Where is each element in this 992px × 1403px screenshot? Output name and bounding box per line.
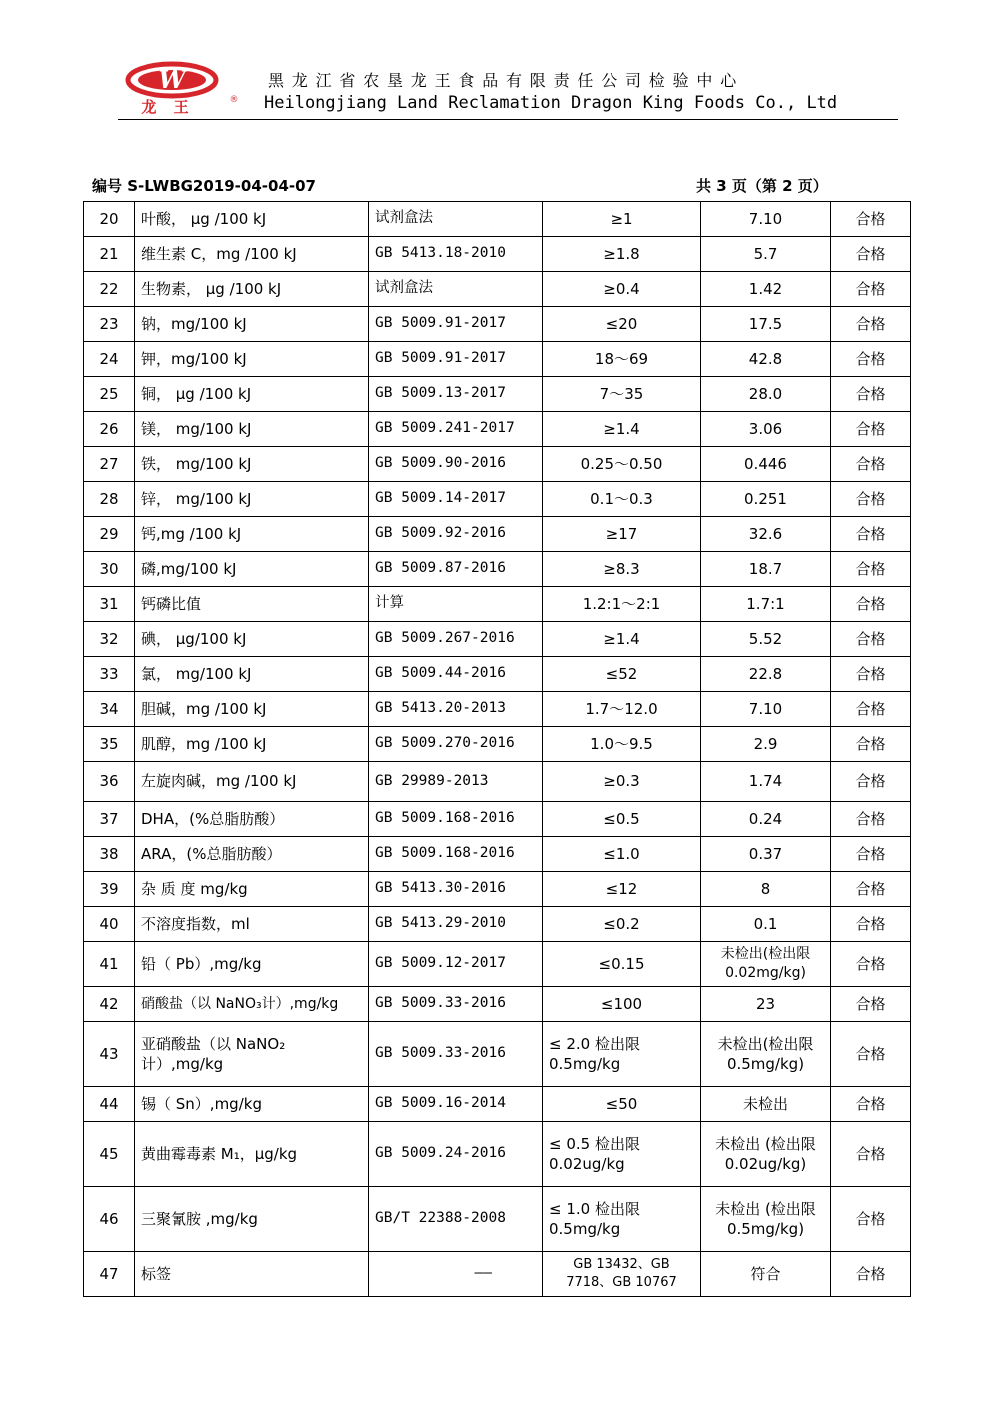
row-limit: ≤ 0.5 检出限 0.02ug/kg <box>543 1122 701 1187</box>
row-limit: ≥8.3 <box>543 552 701 587</box>
table-row <box>84 837 911 872</box>
row-result: 7.10 <box>701 692 831 727</box>
row-limit: ≥1.4 <box>543 622 701 657</box>
row-verdict: 合格 <box>831 622 911 657</box>
row-result: 5.52 <box>701 622 831 657</box>
row-item: 肌醇，mg /100 kJ <box>135 727 369 762</box>
table-row <box>84 907 911 942</box>
row-limit: 1.7～12.0 <box>543 692 701 727</box>
table-row <box>84 872 911 907</box>
row-method: GB 5413.29-2010 <box>369 907 543 942</box>
row-limit: ≥0.4 <box>543 272 701 307</box>
row-verdict: 合格 <box>831 1252 911 1297</box>
row-no: 36 <box>84 762 135 802</box>
table-row <box>84 552 911 587</box>
row-limit: ≤12 <box>543 872 701 907</box>
row-result: 5.7 <box>701 237 831 272</box>
row-item: 生物素， μg /100 kJ <box>135 272 369 307</box>
row-result: 未检出(检出限 0.5mg/kg) <box>701 1022 831 1087</box>
row-result: 7.10 <box>701 202 831 237</box>
row-method: GB 5009.14-2017 <box>369 482 543 517</box>
row-result: 42.8 <box>701 342 831 377</box>
row-item: 铁， mg/100 kJ <box>135 447 369 482</box>
row-no: 28 <box>84 482 135 517</box>
row-item: 叶酸， μg /100 kJ <box>135 202 369 237</box>
logo-registered-mark: ® <box>229 95 239 105</box>
row-no: 41 <box>84 942 135 987</box>
row-method: GB 5009.241-2017 <box>369 412 543 447</box>
row-no: 20 <box>84 202 135 237</box>
row-no: 27 <box>84 447 135 482</box>
table-row <box>84 1252 911 1297</box>
row-method: GB 5009.168-2016 <box>369 802 543 837</box>
row-item: 杂 质 度 mg/kg <box>135 872 369 907</box>
row-method: GB 5009.24-2016 <box>369 1122 543 1187</box>
row-item: 三聚氰胺 ,mg/kg <box>135 1187 369 1252</box>
row-method: GB 5009.91-2017 <box>369 342 543 377</box>
row-method: —— <box>369 1252 543 1297</box>
row-limit: 0.1～0.3 <box>543 482 701 517</box>
row-limit: ≤ 2.0 检出限 0.5mg/kg <box>543 1022 701 1087</box>
row-item: 锡（ Sn）,mg/kg <box>135 1087 369 1122</box>
row-limit: 1.0～9.5 <box>543 727 701 762</box>
row-no: 32 <box>84 622 135 657</box>
logo-text: 龙 王 <box>141 98 195 116</box>
company-name-cn: 黑龙江省农垦龙王食品有限责任公司检验中心 <box>268 71 745 90</box>
row-method: GB 5009.16-2014 <box>369 1087 543 1122</box>
row-result: 未检出(检出限 0.02mg/kg) <box>701 942 831 987</box>
row-limit: ≥1.4 <box>543 412 701 447</box>
row-item: DHA，(%总脂肪酸） <box>135 802 369 837</box>
row-verdict: 合格 <box>831 942 911 987</box>
results-table <box>83 201 911 1297</box>
row-result: 未检出 (检出限 0.5mg/kg) <box>701 1187 831 1252</box>
row-verdict: 合格 <box>831 237 911 272</box>
row-result: 符合 <box>701 1252 831 1297</box>
row-verdict: 合格 <box>831 412 911 447</box>
table-row <box>84 1087 911 1122</box>
row-verdict: 合格 <box>831 692 911 727</box>
row-verdict: 合格 <box>831 657 911 692</box>
row-no: 34 <box>84 692 135 727</box>
row-verdict: 合格 <box>831 1087 911 1122</box>
row-result: 32.6 <box>701 517 831 552</box>
row-method: GB/T 22388-2008 <box>369 1187 543 1252</box>
row-method: GB 5009.87-2016 <box>369 552 543 587</box>
row-method: GB 29989-2013 <box>369 762 543 802</box>
row-item: 钠，mg/100 kJ <box>135 307 369 342</box>
header-divider <box>118 119 898 120</box>
row-no: 25 <box>84 377 135 412</box>
table-row <box>84 622 911 657</box>
row-verdict: 合格 <box>831 447 911 482</box>
company-name-en: Heilongjiang Land Reclamation Dragon King Foods Co., Ltd <box>264 93 838 113</box>
row-no: 39 <box>84 872 135 907</box>
row-no: 22 <box>84 272 135 307</box>
table-row <box>84 377 911 412</box>
row-limit: ≤1.0 <box>543 837 701 872</box>
table-row <box>84 517 911 552</box>
row-result: 1.74 <box>701 762 831 802</box>
table-row <box>84 587 911 622</box>
row-method: 计算 <box>369 587 543 622</box>
row-verdict: 合格 <box>831 377 911 412</box>
row-method: GB 5009.92-2016 <box>369 517 543 552</box>
row-verdict: 合格 <box>831 802 911 837</box>
row-result: 0.446 <box>701 447 831 482</box>
row-verdict: 合格 <box>831 307 911 342</box>
row-verdict: 合格 <box>831 1187 911 1252</box>
row-no: 33 <box>84 657 135 692</box>
row-verdict: 合格 <box>831 987 911 1022</box>
row-item: 硝酸盐（以 NaNO₃计）,mg/kg <box>135 987 369 1022</box>
row-verdict: 合格 <box>831 552 911 587</box>
row-verdict: 合格 <box>831 342 911 377</box>
page-info: 共 3 页（第 2 页） <box>696 177 828 195</box>
report-number: 编号 S-LWBG2019-04-04-07 <box>92 177 316 195</box>
row-limit: ≥1.8 <box>543 237 701 272</box>
logo-w-icon: W <box>158 65 186 94</box>
row-no: 29 <box>84 517 135 552</box>
row-limit: ≤0.2 <box>543 907 701 942</box>
row-method: GB 5009.13-2017 <box>369 377 543 412</box>
row-method: GB 5009.267-2016 <box>369 622 543 657</box>
row-limit: ≥0.3 <box>543 762 701 802</box>
row-limit: ≤50 <box>543 1087 701 1122</box>
row-result: 3.06 <box>701 412 831 447</box>
row-result: 1.7:1 <box>701 587 831 622</box>
row-result: 2.9 <box>701 727 831 762</box>
row-no: 24 <box>84 342 135 377</box>
row-item: 铅（ Pb）,mg/kg <box>135 942 369 987</box>
row-no: 21 <box>84 237 135 272</box>
row-verdict: 合格 <box>831 872 911 907</box>
row-item: ARA，(%总脂肪酸） <box>135 837 369 872</box>
row-item: 氯， mg/100 kJ <box>135 657 369 692</box>
table-row <box>84 412 911 447</box>
row-no: 46 <box>84 1187 135 1252</box>
table-row <box>84 657 911 692</box>
row-method: GB 5413.20-2013 <box>369 692 543 727</box>
row-item: 胆碱，mg /100 kJ <box>135 692 369 727</box>
row-no: 45 <box>84 1122 135 1187</box>
company-logo <box>122 60 247 116</box>
table-row <box>84 1187 911 1252</box>
row-result: 18.7 <box>701 552 831 587</box>
table-row <box>84 202 911 237</box>
row-verdict: 合格 <box>831 837 911 872</box>
table-row <box>84 1022 911 1087</box>
row-method: GB 5009.33-2016 <box>369 1022 543 1087</box>
row-no: 40 <box>84 907 135 942</box>
table-row <box>84 1122 911 1187</box>
row-item: 钙磷比值 <box>135 587 369 622</box>
row-limit: ≤52 <box>543 657 701 692</box>
table-row <box>84 942 911 987</box>
row-verdict: 合格 <box>831 482 911 517</box>
row-verdict: 合格 <box>831 202 911 237</box>
row-limit: ≤100 <box>543 987 701 1022</box>
row-item: 亚硝酸盐（以 NaNO₂ 计）,mg/kg <box>135 1022 369 1087</box>
row-item: 镁， mg/100 kJ <box>135 412 369 447</box>
row-verdict: 合格 <box>831 762 911 802</box>
row-result: 未检出 <box>701 1087 831 1122</box>
row-item: 铜， μg /100 kJ <box>135 377 369 412</box>
table-row <box>84 237 911 272</box>
row-result: 28.0 <box>701 377 831 412</box>
row-result: 0.251 <box>701 482 831 517</box>
row-method: GB 5009.90-2016 <box>369 447 543 482</box>
row-result: 22.8 <box>701 657 831 692</box>
row-result: 23 <box>701 987 831 1022</box>
row-no: 30 <box>84 552 135 587</box>
row-result: 0.1 <box>701 907 831 942</box>
row-item: 左旋肉碱，mg /100 kJ <box>135 762 369 802</box>
row-no: 44 <box>84 1087 135 1122</box>
row-method: GB 5413.18-2010 <box>369 237 543 272</box>
row-item: 锌， mg/100 kJ <box>135 482 369 517</box>
table-row <box>84 727 911 762</box>
row-verdict: 合格 <box>831 587 911 622</box>
table-row <box>84 447 911 482</box>
row-result: 0.24 <box>701 802 831 837</box>
row-result: 0.37 <box>701 837 831 872</box>
row-result: 1.42 <box>701 272 831 307</box>
row-method: GB 5009.12-2017 <box>369 942 543 987</box>
row-verdict: 合格 <box>831 272 911 307</box>
row-method: GB 5009.270-2016 <box>369 727 543 762</box>
row-method: GB 5413.30-2016 <box>369 872 543 907</box>
row-method: GB 5009.168-2016 <box>369 837 543 872</box>
row-no: 38 <box>84 837 135 872</box>
table-row <box>84 482 911 517</box>
table-row <box>84 762 911 802</box>
table-row <box>84 342 911 377</box>
row-no: 23 <box>84 307 135 342</box>
row-verdict: 合格 <box>831 727 911 762</box>
row-verdict: 合格 <box>831 517 911 552</box>
row-limit: ≤ 1.0 检出限 0.5mg/kg <box>543 1187 701 1252</box>
row-limit: ≥1 <box>543 202 701 237</box>
row-limit: ≤20 <box>543 307 701 342</box>
row-result: 8 <box>701 872 831 907</box>
row-result: 未检出 (检出限 0.02ug/kg) <box>701 1122 831 1187</box>
row-no: 26 <box>84 412 135 447</box>
row-method: 试剂盒法 <box>369 272 543 307</box>
table-row <box>84 272 911 307</box>
table-row <box>84 987 911 1022</box>
row-no: 35 <box>84 727 135 762</box>
row-no: 42 <box>84 987 135 1022</box>
row-limit: 1.2:1～2:1 <box>543 587 701 622</box>
row-limit: 7～35 <box>543 377 701 412</box>
row-item: 不溶度指数，ml <box>135 907 369 942</box>
row-limit: 0.25～0.50 <box>543 447 701 482</box>
table-row <box>84 802 911 837</box>
row-verdict: 合格 <box>831 1122 911 1187</box>
row-limit: ≤0.15 <box>543 942 701 987</box>
row-item: 钾，mg/100 kJ <box>135 342 369 377</box>
row-limit: 18～69 <box>543 342 701 377</box>
table-row <box>84 692 911 727</box>
row-item: 磷,mg/100 kJ <box>135 552 369 587</box>
row-method: GB 5009.91-2017 <box>369 307 543 342</box>
row-item: 黄曲霉毒素 M₁，μg/kg <box>135 1122 369 1187</box>
row-item: 钙,mg /100 kJ <box>135 517 369 552</box>
row-verdict: 合格 <box>831 1022 911 1087</box>
row-method: GB 5009.33-2016 <box>369 987 543 1022</box>
row-item: 标签 <box>135 1252 369 1297</box>
row-result: 17.5 <box>701 307 831 342</box>
row-verdict: 合格 <box>831 907 911 942</box>
row-item: 维生素 C，mg /100 kJ <box>135 237 369 272</box>
row-limit: ≤0.5 <box>543 802 701 837</box>
row-no: 47 <box>84 1252 135 1297</box>
row-limit: ≥17 <box>543 517 701 552</box>
row-no: 31 <box>84 587 135 622</box>
table-row <box>84 307 911 342</box>
row-no: 43 <box>84 1022 135 1087</box>
row-no: 37 <box>84 802 135 837</box>
row-method: 试剂盒法 <box>369 202 543 237</box>
row-item: 碘， μg/100 kJ <box>135 622 369 657</box>
row-method: GB 5009.44-2016 <box>369 657 543 692</box>
row-limit: GB 13432、GB 7718、GB 10767 <box>543 1252 701 1297</box>
